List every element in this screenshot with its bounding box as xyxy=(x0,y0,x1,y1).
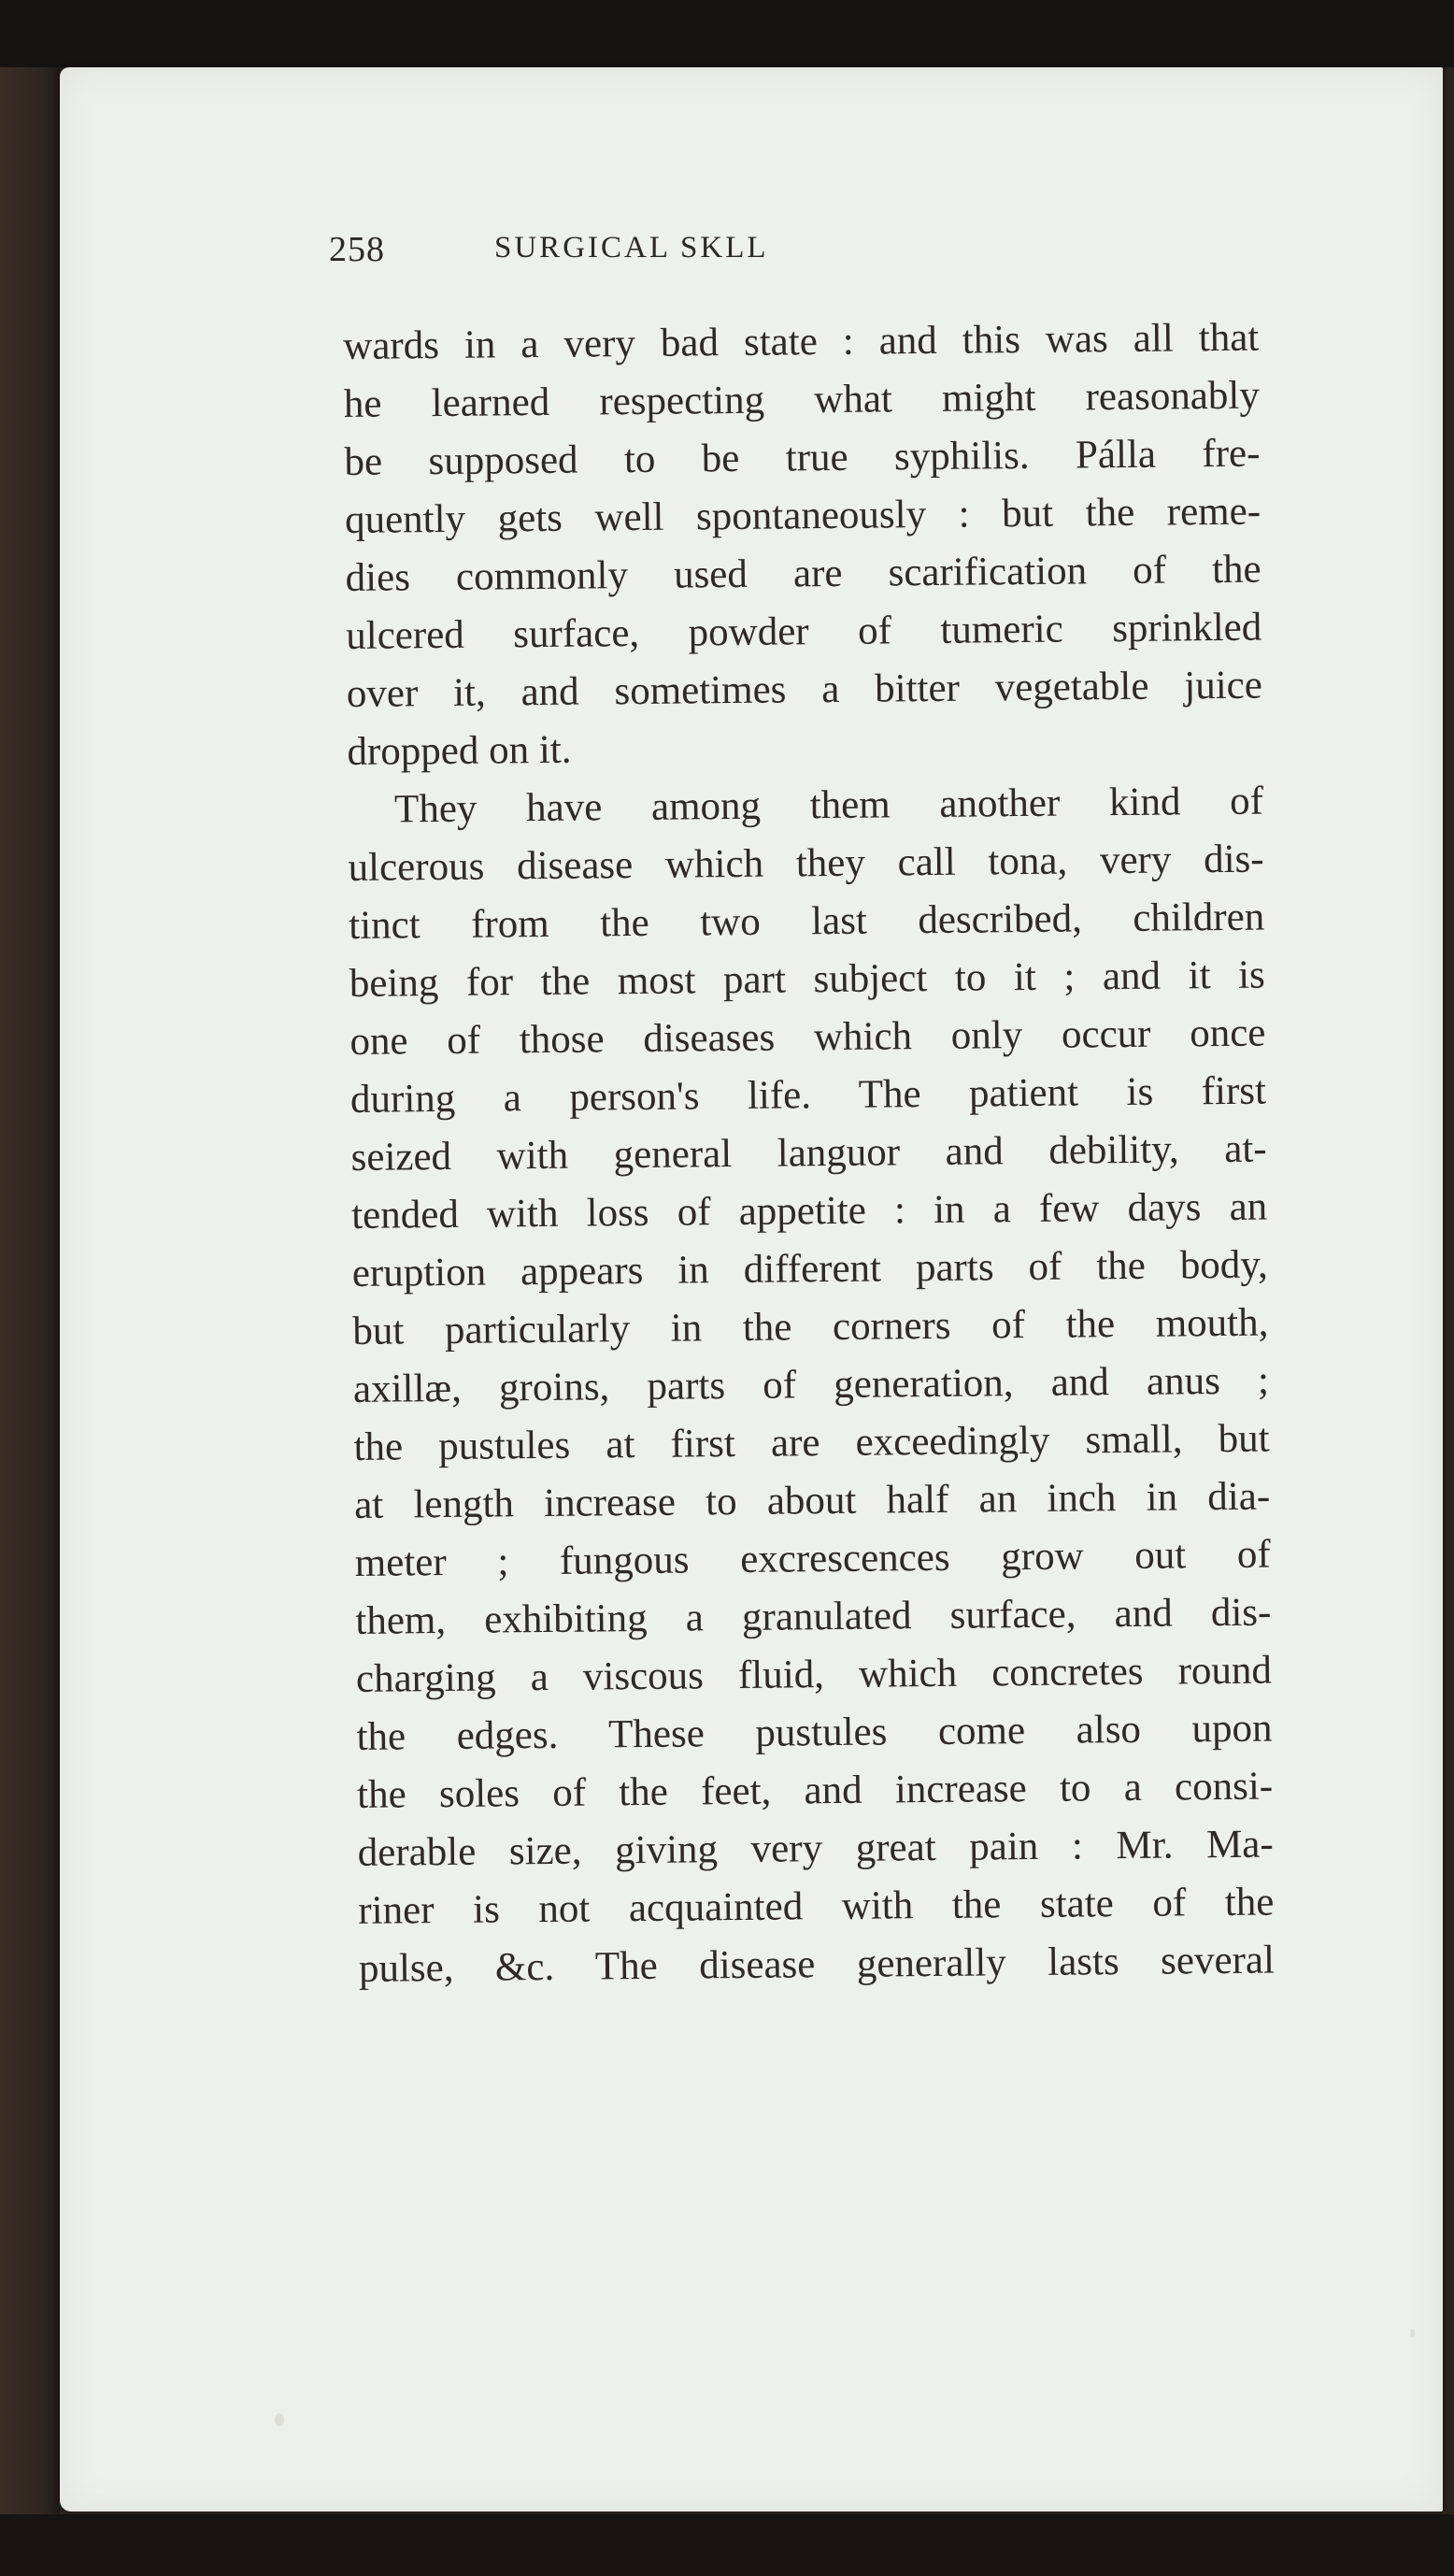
paper-speck xyxy=(275,2413,284,2426)
text-line: derable size, giving very great pain : Mr. Ma- xyxy=(357,1822,1274,1875)
page-number: 258 xyxy=(329,230,385,269)
text-line: ulcerous disease which they call tona, very dis- xyxy=(348,837,1264,890)
text-line: he learned respecting what might reasonably xyxy=(343,373,1261,426)
text-line: tended with loss of appetite : in a few days an xyxy=(350,1184,1268,1238)
text-line: be supposed to be true syphilis. Pálla fre- xyxy=(344,431,1261,484)
text-line: charging a viscous fluid, which concretes round xyxy=(355,1648,1273,1701)
text-line: one of those diseases which only occur once xyxy=(349,1010,1266,1064)
text-line: the pustules at first are exceedingly small, but xyxy=(353,1416,1270,1469)
text-line: tinct from the two last described, children xyxy=(349,894,1265,948)
text-line: dies commonly used are scarification of the xyxy=(345,547,1262,600)
text-line: at length increase to about half an inch in dia- xyxy=(353,1474,1271,1527)
text-line: meter ; fungous excrescences grow out of xyxy=(354,1532,1271,1585)
text-line: over it, and sometimes a bitter vegetable juice xyxy=(346,663,1263,716)
text-line: axillæ, groins, parts of generation, and anus ; xyxy=(352,1358,1270,1411)
scanner-top-border xyxy=(0,0,1454,67)
text-line: the soles of the feet, and increase to a consi- xyxy=(356,1764,1274,1817)
text-line: dropped on it. xyxy=(347,727,572,774)
running-head: SURGICAL SKLL xyxy=(494,231,769,265)
page-header xyxy=(329,229,1011,285)
text-line: riner is not acquainted with the state of the xyxy=(358,1880,1275,1933)
text-line: ulcered surface, powder of tumeric sprinkled xyxy=(346,605,1262,658)
scanner-bottom-border xyxy=(0,2514,1454,2576)
paper-speck xyxy=(1410,2329,1415,2337)
text-line: but particularly in the corners of the mouth, xyxy=(352,1300,1269,1353)
text-line: pulse, &c. The disease generally lasts several xyxy=(358,1938,1276,1991)
text-line: eruption appears in different parts of the body, xyxy=(351,1242,1268,1295)
text-line: seized with general languor and debility, at- xyxy=(350,1126,1267,1180)
text-line: quently gets well spontaneously : but the reme- xyxy=(344,489,1262,542)
text-line: during a person's life. The patient is first xyxy=(349,1068,1267,1122)
text-line: being for the most part subject to it ; and it is xyxy=(349,952,1266,1006)
text-line: them, exhibiting a granulated surface, and dis- xyxy=(355,1590,1272,1643)
text-line: the edges. These pustules come also upon xyxy=(356,1706,1273,1759)
text-line: wards in a very bad state : and this was all that xyxy=(343,315,1260,368)
book-binding-edge xyxy=(0,67,60,2576)
paragraph-start-line: They have among them another kind of xyxy=(393,779,1264,832)
body-text xyxy=(343,309,1275,1998)
